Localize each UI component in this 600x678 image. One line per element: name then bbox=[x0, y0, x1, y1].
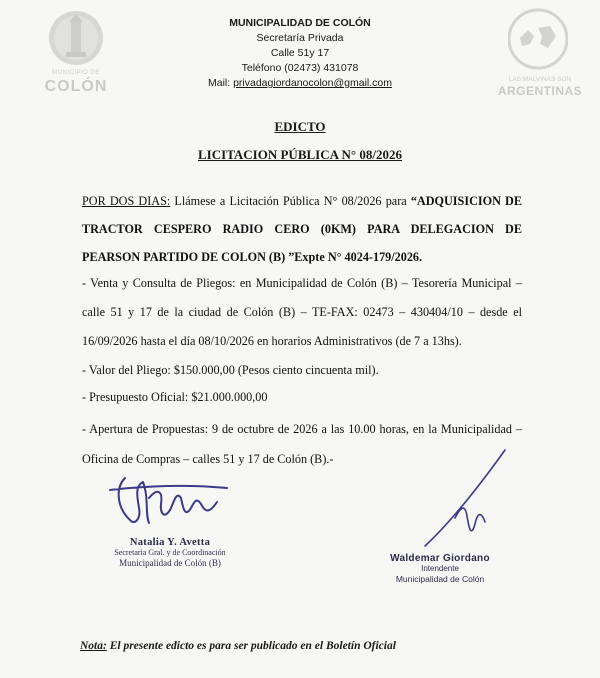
signature-stamp-left bbox=[100, 537, 240, 568]
signer-right-name: Waldemar Giordano bbox=[390, 553, 490, 564]
note-text: El presente edicto es para ser publicado en el Boletín Oficial bbox=[106, 640, 396, 652]
signer-left-name: Natalia Y. Avetta bbox=[129, 537, 211, 548]
intro-bold: “ADQUISICION DE TRACTOR CESPERO RADIO CERO (0KM) PARA DELEGACION DE PEARSON PARTIDO DE COLON (B) ”Expte N° 4024-179/2026. bbox=[82, 194, 522, 264]
sales-paragraph: - Venta y Consulta de Pliegos: en Municipalidad de Colón (B) – Tesorería Municipal – calle 51 y 17 de la ciudad de Colón (B) – TE-FAX: 02473 – 430404/10 – desde el 16/09/2026 hasta el día 08/10/2026 en horarios Administrativos (de 7 a 13hs). bbox=[82, 276, 522, 348]
doc-subtitle: LICITACION PÚBLICA N° 08/2026 bbox=[198, 147, 402, 162]
malvinas-islands-icon bbox=[508, 8, 568, 70]
malvinas-logo bbox=[488, 8, 592, 98]
signer-right-muni: Municipalidad de Colón bbox=[395, 574, 485, 584]
signer-left-role: Secretaria Gral. y de Coordinación bbox=[114, 548, 226, 557]
mail-line bbox=[150, 76, 450, 91]
publication-note bbox=[80, 640, 396, 652]
signature-left-scribble bbox=[105, 468, 230, 538]
logo-right-caption-small: LAS MALVINAS SON bbox=[508, 76, 572, 83]
municipio-colon-logo bbox=[36, 8, 116, 98]
logo-left-caption-big: COLÓN bbox=[44, 78, 108, 95]
intro-text: Llámese a Licitación Pública N° 08/2026 para bbox=[170, 194, 411, 208]
intro-lead: POR DOS DIAS: bbox=[82, 194, 171, 208]
presupuesto-line: - Presupuesto Oficial: $21.000.000,00 bbox=[82, 390, 268, 404]
valor-line: - Valor del Pliego: $150.000,00 (Pesos ciento cincuenta mil). bbox=[82, 363, 379, 377]
org-name: MUNICIPALIDAD DE COLÓN bbox=[229, 17, 371, 29]
doc-title: EDICTO bbox=[274, 119, 326, 134]
address: Calle 51y 17 bbox=[270, 47, 330, 59]
logo-right-caption-big: ARGENTINAS bbox=[497, 84, 583, 98]
letterhead bbox=[150, 16, 450, 91]
intro-paragraph bbox=[82, 187, 522, 271]
signer-right-role: Intendente bbox=[421, 564, 459, 573]
phone: Teléfono (02473) 431078 bbox=[241, 62, 359, 74]
signature-right-scribble bbox=[415, 448, 515, 548]
logo-left-caption-small: MUNICIPIO DE bbox=[52, 70, 100, 76]
signature-stamp-right bbox=[375, 553, 505, 584]
signer-left-muni: Municipalidad de Colón (B) bbox=[119, 558, 221, 568]
apertura-paragraph: - Apertura de Propuestas: 9 de octubre de 2026 a las 10.00 horas, en la Municipalidad – Oficina de Compras – calles 51 y 17 de Colón (B).- bbox=[82, 422, 522, 466]
note-label: Nota: bbox=[80, 640, 107, 652]
lighthouse-emblem-icon bbox=[48, 8, 104, 68]
office-name: Secretaría Privada bbox=[256, 32, 344, 44]
mail-label: Mail: bbox=[207, 77, 231, 89]
mail-link[interactable]: privadagiordanocolon@gmail.com bbox=[233, 77, 392, 89]
